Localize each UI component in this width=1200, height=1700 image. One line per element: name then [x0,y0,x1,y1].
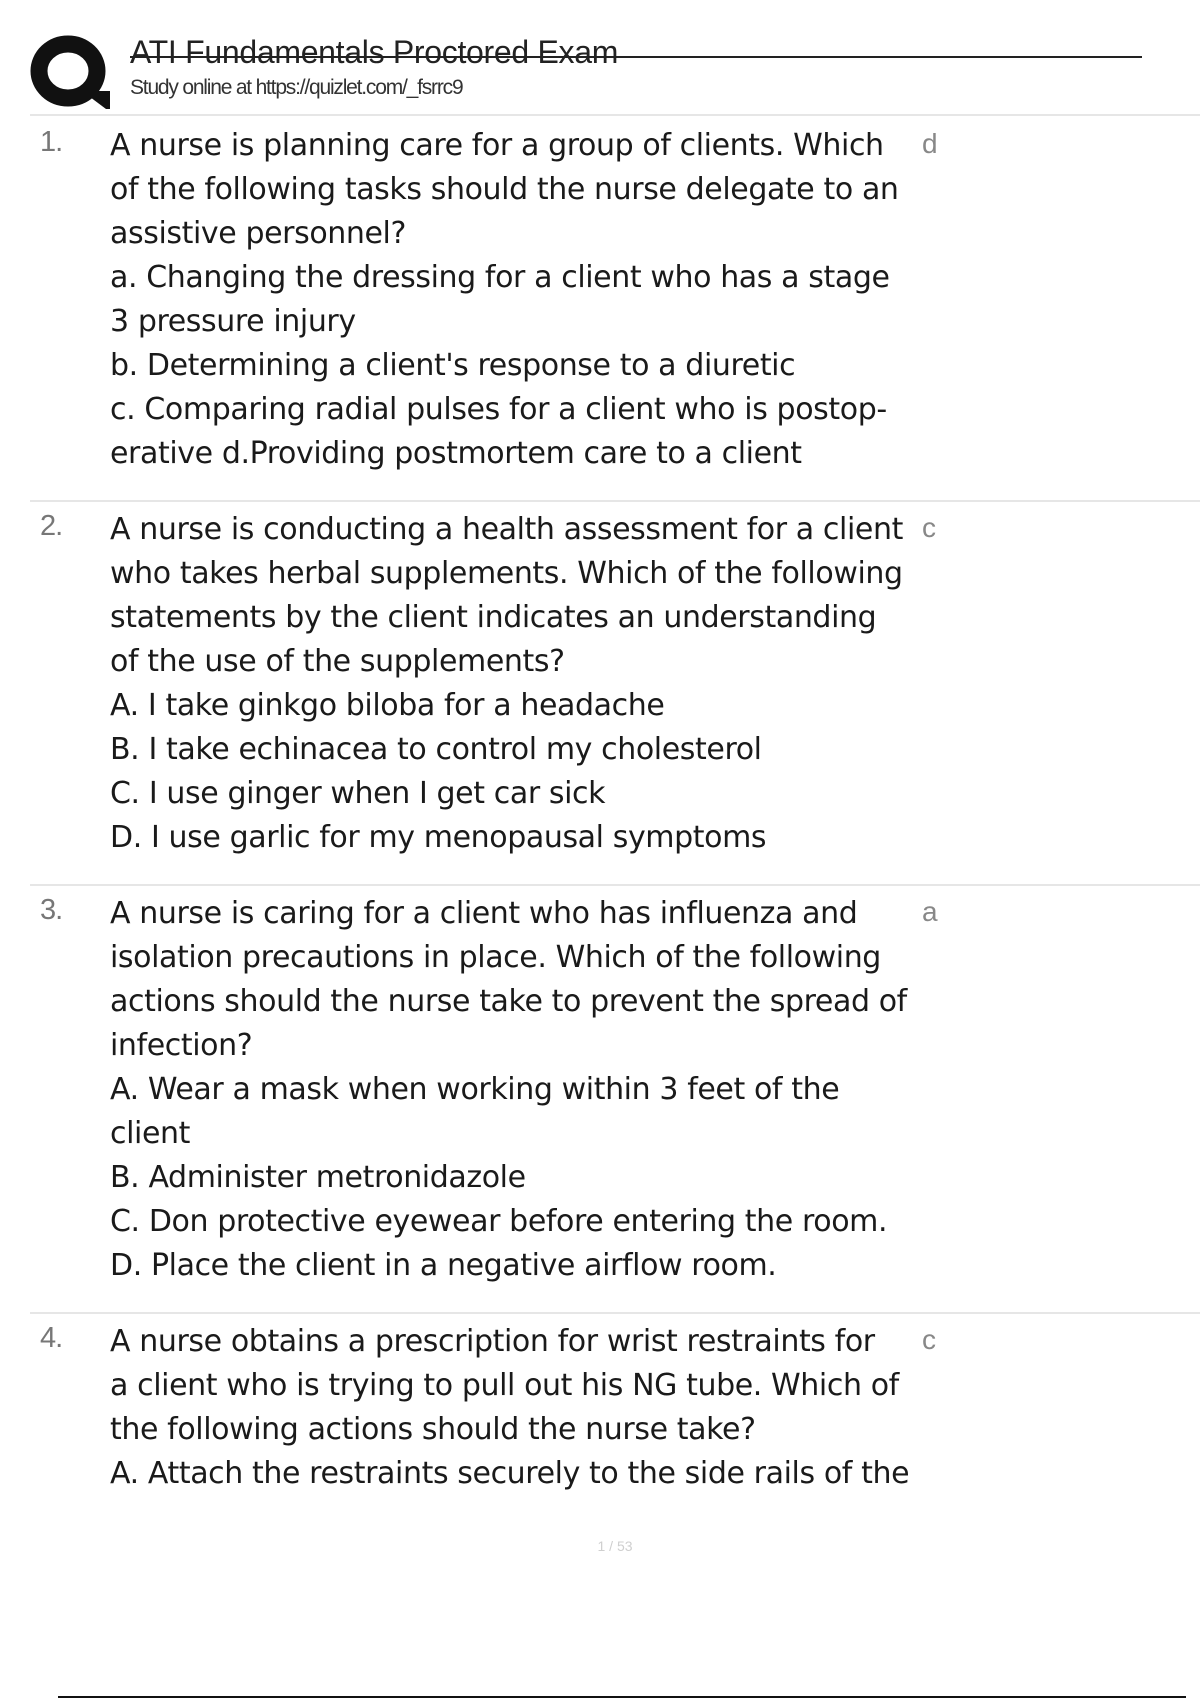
option-line: B. Administer metronidazole [110,1160,526,1195]
question-number: 4. [40,1322,63,1354]
answer-key: c [922,1324,936,1355]
option-line: client [110,1116,190,1151]
question-line: isolation precautions in place. Which of the following [110,940,881,975]
question-divider [30,1312,1200,1314]
quizlet-logo-icon [30,33,110,109]
question-line: of the use of the supplements? [110,644,565,679]
page-header [0,0,1200,118]
question-card-3 [30,892,1200,1308]
header-divider [30,114,1200,116]
study-online-link[interactable]: Study online at https://quizlet.com/_fsrrc9 [130,76,463,99]
question-divider [30,500,1200,502]
question-line: who takes herbal supplements. Which of the following [110,556,903,591]
question-card-2 [30,508,1200,878]
option-line: 3 pressure injury [110,304,356,339]
question-line: a client who is trying to pull out his NG tube. Which of [110,1368,899,1403]
question-card-1 [30,124,1200,494]
question-text [110,508,960,860]
page-indicator: 1 / 53 [597,1538,633,1554]
question-number: 1. [40,126,63,158]
question-line: infection? [110,1028,253,1063]
option-line: C. I use ginger when I get car sick [110,776,606,811]
option-line: A. Attach the restraints securely to the side rails of the [110,1456,910,1491]
option-line: erative d.Providing postmortem care to a client [110,436,802,471]
question-line: statements by the client indicates an understanding [110,600,877,635]
question-text [110,892,960,1288]
option-line: A. I take ginkgo biloba for a headache [110,688,665,723]
option-line: C. Don protective eyewear before entering the room. [110,1204,888,1239]
question-divider [30,884,1200,886]
question-line: A nurse is caring for a client who has influenza and [110,896,858,931]
option-line: D. Place the client in a negative airflow room. [110,1248,777,1283]
question-line: A nurse obtains a prescription for wrist restraints for [110,1324,875,1359]
option-line: A. Wear a mask when working within 3 feet of the [110,1072,840,1107]
question-text [110,124,960,476]
footer-rule [58,1696,1186,1698]
question-number: 3. [40,894,63,926]
document-title: ATI Fundamentals Proctored Exam [130,34,619,70]
question-line: the following actions should the nurse take? [110,1412,756,1447]
question-text [110,1320,960,1496]
answer-key: c [922,512,936,543]
question-line: actions should the nurse take to prevent the spread of [110,984,907,1019]
option-line: D. I use garlic for my menopausal symptoms [110,820,767,855]
title-block [130,32,1142,100]
question-line: A nurse is planning care for a group of clients. Which [110,128,884,163]
answer-key: d [922,128,938,159]
option-line: B. I take echinacea to control my cholesterol [110,732,762,767]
question-line: of the following tasks should the nurse delegate to an [110,172,899,207]
answer-key: a [922,896,938,927]
option-line: b. Determining a client's response to a diuretic [110,348,796,383]
question-number: 2. [40,510,63,542]
question-line: A nurse is conducting a health assessment for a client [110,512,903,547]
question-card-4 [30,1320,1200,1510]
option-line: c. Comparing radial pulses for a client who is postop- [110,392,887,427]
option-line: a. Changing the dressing for a client who has a stage [110,260,890,295]
question-line: assistive personnel? [110,216,407,251]
